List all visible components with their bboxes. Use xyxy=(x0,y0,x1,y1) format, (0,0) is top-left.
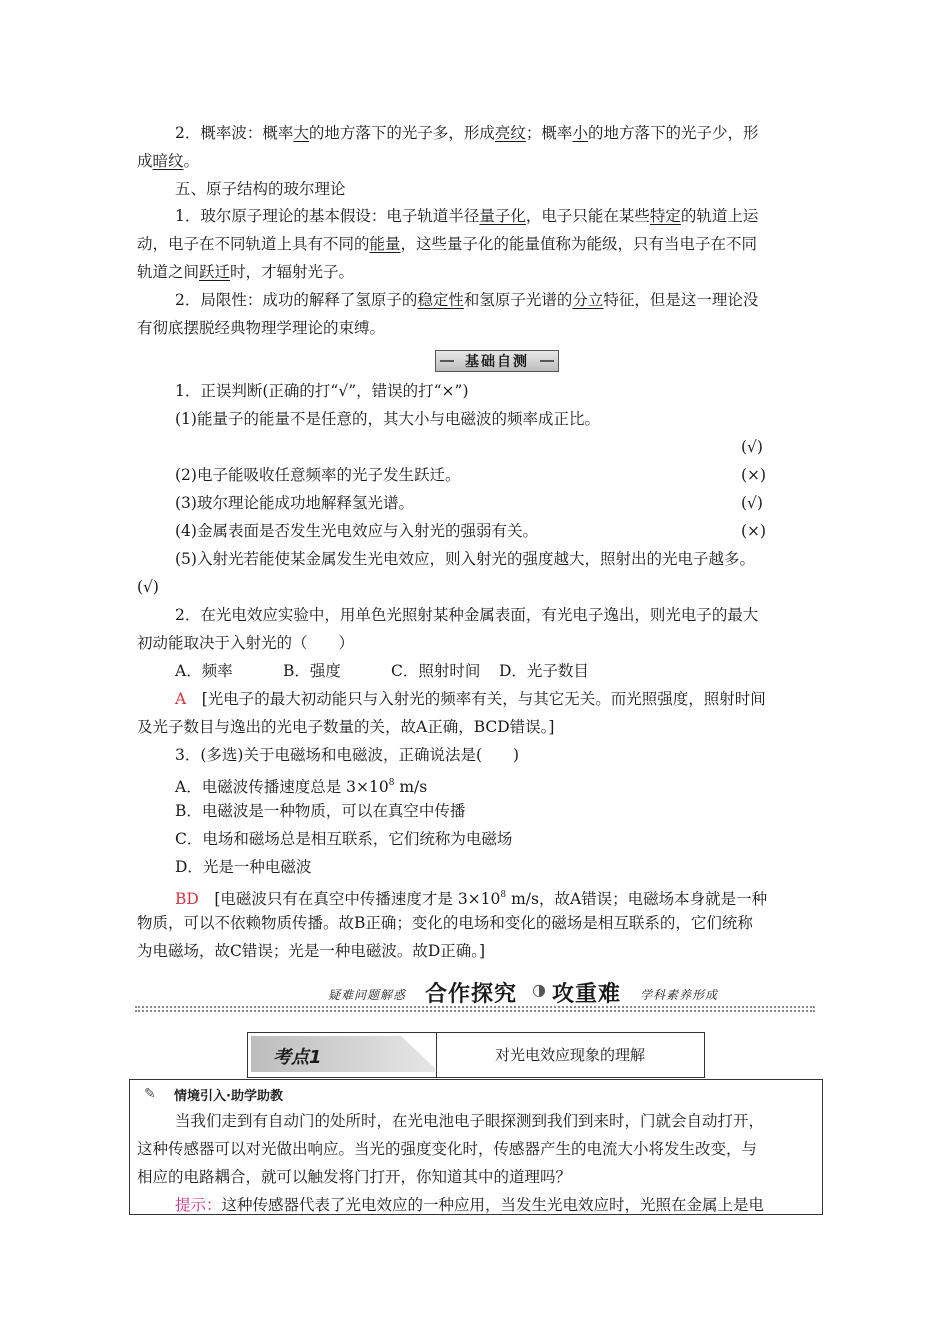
kaodian-title: 对光电效应现象的理解 xyxy=(494,1046,645,1064)
q1-item-2: (2)电子能吸收任意频率的光子发生跃迁。 xyxy=(175,466,461,484)
kaodian-label: 考点1 xyxy=(273,1047,322,1068)
q3-answer-line-2: 物质，可以不依赖物质传播。故B正确；变化的电场和变化的磁场是相互联系的，它们统称 xyxy=(137,914,753,932)
q3-option-d: D．光是一种电磁波 xyxy=(175,858,312,876)
q1-mark-5: (√) xyxy=(137,578,159,596)
bohr-assumption-line-3: 轨道之间跃迁时，才辐射光子。 xyxy=(137,263,355,281)
q2-option-a: A．频率 xyxy=(175,662,233,680)
bohr-limit-line-2: 有彻底摆脱经典物理学理论的束缚。 xyxy=(137,319,386,337)
q2-option-d: D．光子数目 xyxy=(499,662,589,680)
q2-option-c: C．照射时间 xyxy=(391,662,481,680)
prob-wave-line-1: 2．概率波：概率大的地方落下的光子多，形成亮纹；概率小的地方落下的光子少，形 xyxy=(175,124,759,142)
q3-answer: BD xyxy=(175,890,199,908)
hint-label: 提示： xyxy=(175,1196,222,1214)
q1-mark-1: (√) xyxy=(741,438,763,456)
bohr-assumption-line-1: 1．玻尔原子理论的基本假设：电子轨道半径量子化，电子只能在某些特定的轨道上运 xyxy=(175,207,759,225)
scenario-line-2: 这种传感器可以对光做出响应。当光的强度变化时，传感器产生的电流大小将发生改变，与 xyxy=(137,1140,758,1158)
q3-answer-line-1: BD [电磁波只有在真空中传播速度才是 $3\times 10^8$ m/s，故A错误；电磁场本身就是一种 xyxy=(175,890,768,908)
q1-stem: 1．正误判断(正确的打“√”，错误的打“×”) xyxy=(175,382,469,400)
q1-item-4: (4)金属表面是否发生光电效应与入射光的强弱有关。 xyxy=(175,522,538,540)
bohr-heading: 五、原子结构的玻尔理论 xyxy=(175,180,346,198)
q1-mark-4: (×) xyxy=(741,522,767,540)
scenario-heading: 情境引入·助学助教 xyxy=(174,1089,283,1104)
q2-answer-line-1: A [光电子的最大初动能只与入射光的频率有关，与其它无关。而光照强度，照射时间 xyxy=(175,690,766,708)
banner-left-text: 疑难问题解惑 xyxy=(328,988,407,1002)
q1-item-1: (1)能量子的能量不是任意的，其大小与电磁波的频率成正比。 xyxy=(175,410,600,428)
banner-divider xyxy=(135,1006,815,1008)
q2-stem-2: 初动能取决于入射光的（ ） xyxy=(137,634,355,652)
q3-answer-line-3: 为电磁场，故C错误；光是一种电磁波。故D正确。] xyxy=(137,942,486,960)
banner-main-text-2: 攻重难 xyxy=(552,982,622,1007)
q1-mark-3: (√) xyxy=(741,494,763,512)
q3-option-c: C．电场和磁场总是相互联系，它们统称为电磁场 xyxy=(175,830,513,848)
q3-option-a: A．电磁波传播速度总是 $3\times 10^8$ m/s xyxy=(175,778,428,796)
bohr-assumption-line-2: 动，电子在不同轨道上具有不同的能量，这些量子化的能量值称为能级，只有当电子在不同 xyxy=(137,235,758,253)
self-test-badge: 基础自测 xyxy=(435,350,559,372)
kaodian-box xyxy=(247,1032,705,1078)
q2-option-b: B．强度 xyxy=(283,662,341,680)
banner-divider-2 xyxy=(135,1010,815,1012)
q3-stem: 3．(多选)关于电磁场和电磁波，正确说法是( ) xyxy=(175,746,520,764)
q2-answer-line-2: 及光子数目与逸出的光电子数量的关，故A正确，BCD错误。] xyxy=(137,718,555,736)
scenario-hint: 提示：这种传感器代表了光电效应的一种应用，当发生光电效应时，光照在金属上是电 xyxy=(175,1196,765,1214)
q1-item-5: (5)入射光若能使某金属发生光电效应，则入射光的强度越大，照射出的光电子越多。 xyxy=(175,550,755,568)
bohr-limit-line-1: 2．局限性：成功的解释了氢原子的稳定性和氢原子光谱的分立特征，但是这一理论没 xyxy=(175,291,759,309)
prob-wave-line-2: 成暗纹。 xyxy=(137,152,200,170)
banner-right-text: 学科素养形成 xyxy=(640,988,719,1002)
q2-answer: A xyxy=(175,690,187,708)
scenario-line-1: 当我们走到有自动门的处所时，在光电池电子眼探测到我们到来时，门就会自动打开， xyxy=(175,1112,765,1130)
banner-arrow-icon: ◑ xyxy=(532,980,547,999)
q1-item-3: (3)玻尔理论能成功地解释氢光谱。 xyxy=(175,494,414,512)
kaodian-tab xyxy=(251,1036,435,1072)
q1-mark-2: (×) xyxy=(741,466,767,484)
q3-option-b: B．电磁波是一种物质，可以在真空中传播 xyxy=(175,802,466,820)
book-icon: ✎ xyxy=(144,1086,156,1102)
q2-stem-1: 2．在光电效应实验中，用单色光照射某种金属表面，有光电子逸出，则光电子的最大 xyxy=(175,606,759,624)
banner-main-text: 合作探究 xyxy=(425,982,518,1007)
scenario-line-3: 相应的电路耦合，就可以触发将门打开，你知道其中的道理吗？ xyxy=(137,1168,572,1186)
